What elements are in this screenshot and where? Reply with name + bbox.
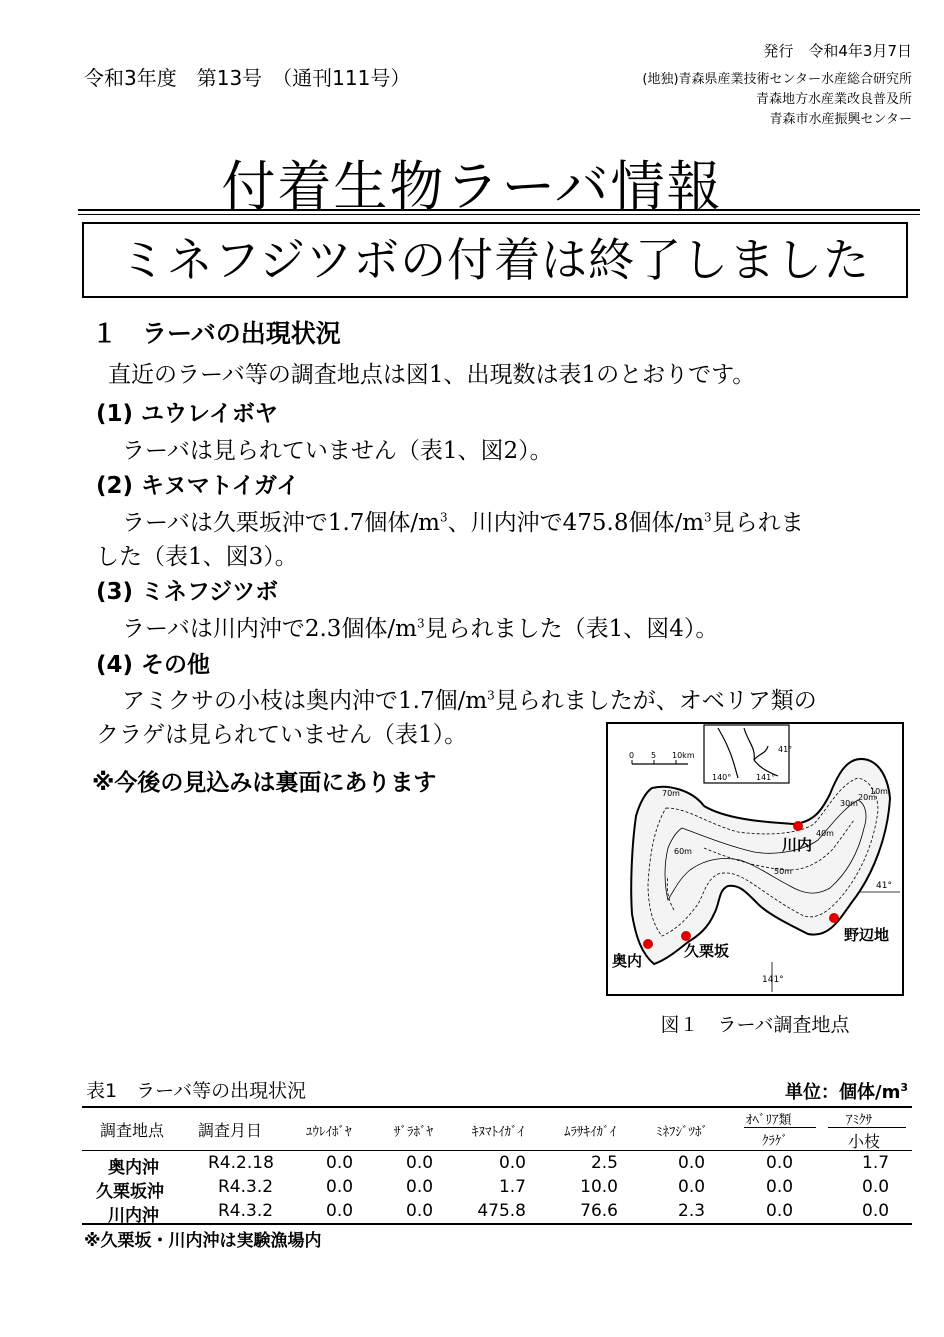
col-header-site: 調査地点 (100, 1121, 165, 1140)
col-header-c6a: ｵﾍﾞﾘｱ類 (746, 1113, 792, 1128)
publisher-1: (地独)青森県産業技術センター水産総合研究所 (642, 72, 912, 87)
row-value: 10.0 (580, 1177, 618, 1197)
table-footnote: ※久栗坂・川内沖は実験漁場内 (84, 1231, 322, 1251)
site-marker-okunai (643, 939, 653, 949)
depth-70: 70m (662, 789, 680, 798)
depth-20: 20m (858, 793, 876, 802)
col-header-c6b: ｸﾗｹﾞ (762, 1134, 788, 1149)
scale-label-10: 10km (672, 751, 695, 760)
depth-40: 40m (816, 829, 834, 838)
row-value: 0.0 (862, 1177, 890, 1197)
sub-heading-4: (4) その他 (96, 652, 211, 678)
depth-10: 10m (870, 787, 888, 796)
col-header-c4: ﾑﾗｻｷｲｶﾞｲ (564, 1125, 616, 1140)
col-header-c7a: ｱﾐｸｻ (846, 1113, 872, 1128)
col-header-date: 調査月日 (198, 1121, 263, 1140)
inset-lon1-label: 140° (712, 773, 732, 782)
table-header-rule (82, 1150, 912, 1151)
sub-text-1: ラーバは見られていません（表1、図2）。 (122, 438, 553, 464)
sub-heading-1: (1) ユウレイボヤ (96, 401, 278, 427)
col-header-c6-rule (744, 1127, 816, 1128)
row-date: R4.3.2 (218, 1177, 274, 1197)
row-value: 475.8 (477, 1201, 526, 1221)
scale-label-5: 5 (651, 751, 657, 760)
outlook-note: ※今後の見込みは裏面にあります (92, 770, 437, 796)
row-value: 0.0 (678, 1153, 706, 1173)
site-label-kuguriza: 久栗坂 (684, 942, 730, 960)
site-label-okunai: 奥内 (612, 952, 643, 970)
row-value: 1.7 (862, 1153, 890, 1173)
lat-label: 41° (876, 881, 892, 891)
map-caption: 図１ ラーバ調査地点 (660, 1014, 850, 1036)
col-header-c7-rule (828, 1127, 906, 1128)
site-label-kawauchi: 川内 (782, 836, 813, 854)
row-value: 2.5 (590, 1153, 618, 1173)
row-value: 0.0 (678, 1177, 706, 1197)
row-value: 1.7 (498, 1177, 526, 1197)
row-value: 0.0 (766, 1153, 794, 1173)
col-header-c5: ﾐﾈﾌｼﾞﾂﾎﾞ (656, 1125, 708, 1140)
sub-text-3: ラーバは川内沖で2.3個体$/m^3$見られました（表1、図4）。 (122, 616, 719, 642)
row-value: 76.6 (580, 1201, 618, 1221)
scale-label-0: 0 (629, 751, 635, 760)
title-rule-thin (78, 214, 920, 215)
row-site: 川内沖 (108, 1206, 159, 1226)
section-intro: 直近のラーバ等の調査地点は図1、出現数は表1のとおりです。 (108, 362, 756, 388)
table-caption: 表1 ラーバ等の出現状況 (86, 1080, 307, 1102)
site-marker-noheji (829, 913, 839, 923)
depth-60: 60m (674, 847, 692, 856)
row-date: R4.3.2 (218, 1201, 274, 1221)
sub-text-4-line1: アミクサの小枝は奥内沖で1.7個$/m^3$見られましたが、オベリア類の (122, 688, 817, 714)
map-drawing (608, 724, 902, 994)
publisher-3: 青森市水産振興センター (769, 112, 912, 127)
survey-map (606, 722, 904, 996)
row-value: 0.0 (862, 1201, 890, 1221)
row-value: 0.0 (326, 1201, 354, 1221)
col-header-c3: ｷﾇﾏﾄｲｶﾞｲ (472, 1125, 524, 1140)
inset-lat-label: 41° (778, 745, 793, 754)
row-value: 0.0 (766, 1177, 794, 1197)
publisher-2: 青森地方水産業改良普及所 (755, 92, 912, 107)
row-value: 0.0 (326, 1153, 354, 1173)
row-value: 0.0 (326, 1177, 354, 1197)
sub-text-4-line2: クラゲは見られていません（表1）。 (96, 722, 468, 748)
depth-50: 50m (774, 867, 792, 876)
row-value: 0.0 (766, 1201, 794, 1221)
row-value: 0.0 (498, 1153, 526, 1173)
row-site: 久栗坂沖 (96, 1182, 164, 1202)
lon-label: 141° (762, 975, 784, 985)
title-rule (78, 209, 920, 211)
row-value: 2.3 (678, 1201, 706, 1221)
page-title: 付着生物ラーバ情報 (221, 155, 723, 218)
sub-heading-3: (3) ミネフジツボ (96, 579, 279, 605)
row-value: 0.0 (406, 1153, 434, 1173)
sub-text-2-line2: した（表1、図3）。 (96, 544, 298, 570)
table-top-rule (82, 1106, 912, 1108)
col-header-c7b: 小枝 (848, 1132, 881, 1151)
col-header-c1: ﾕｳﾚｲﾎﾞﾔ (306, 1125, 352, 1140)
sub-heading-2: (2) キヌマトイガイ (96, 473, 300, 499)
row-value: 0.0 (406, 1177, 434, 1197)
section-heading: １ ラーバの出現状況 (92, 319, 341, 348)
headline: ミネフジツボの付着は終了しました (119, 233, 871, 287)
inset-lon2-label: 141° (756, 773, 776, 782)
sub-text-2-line1: ラーバは久栗坂沖で1.7個体$/m^3$、川内沖で475.8個体$/m^3$見られま (122, 510, 804, 536)
depth-30: 30m (840, 799, 858, 808)
col-header-c2: ｻﾞﾗﾎﾞﾔ (394, 1125, 433, 1140)
row-site: 奥内沖 (108, 1158, 159, 1178)
table-unit: 単位：個体$/m^3$ (785, 1081, 908, 1103)
table-bottom-rule (82, 1223, 912, 1225)
site-label-noheji: 野辺地 (844, 926, 890, 944)
row-date: R4.2.18 (208, 1153, 274, 1173)
site-marker-kawauchi (793, 821, 803, 831)
issue-number: 令和3年度 第13号 （通刊111号） (84, 66, 411, 90)
row-value: 0.0 (406, 1201, 434, 1221)
site-marker-kuguriza (681, 931, 691, 941)
publication-date: 発行 令和4年3月7日 (763, 42, 912, 60)
